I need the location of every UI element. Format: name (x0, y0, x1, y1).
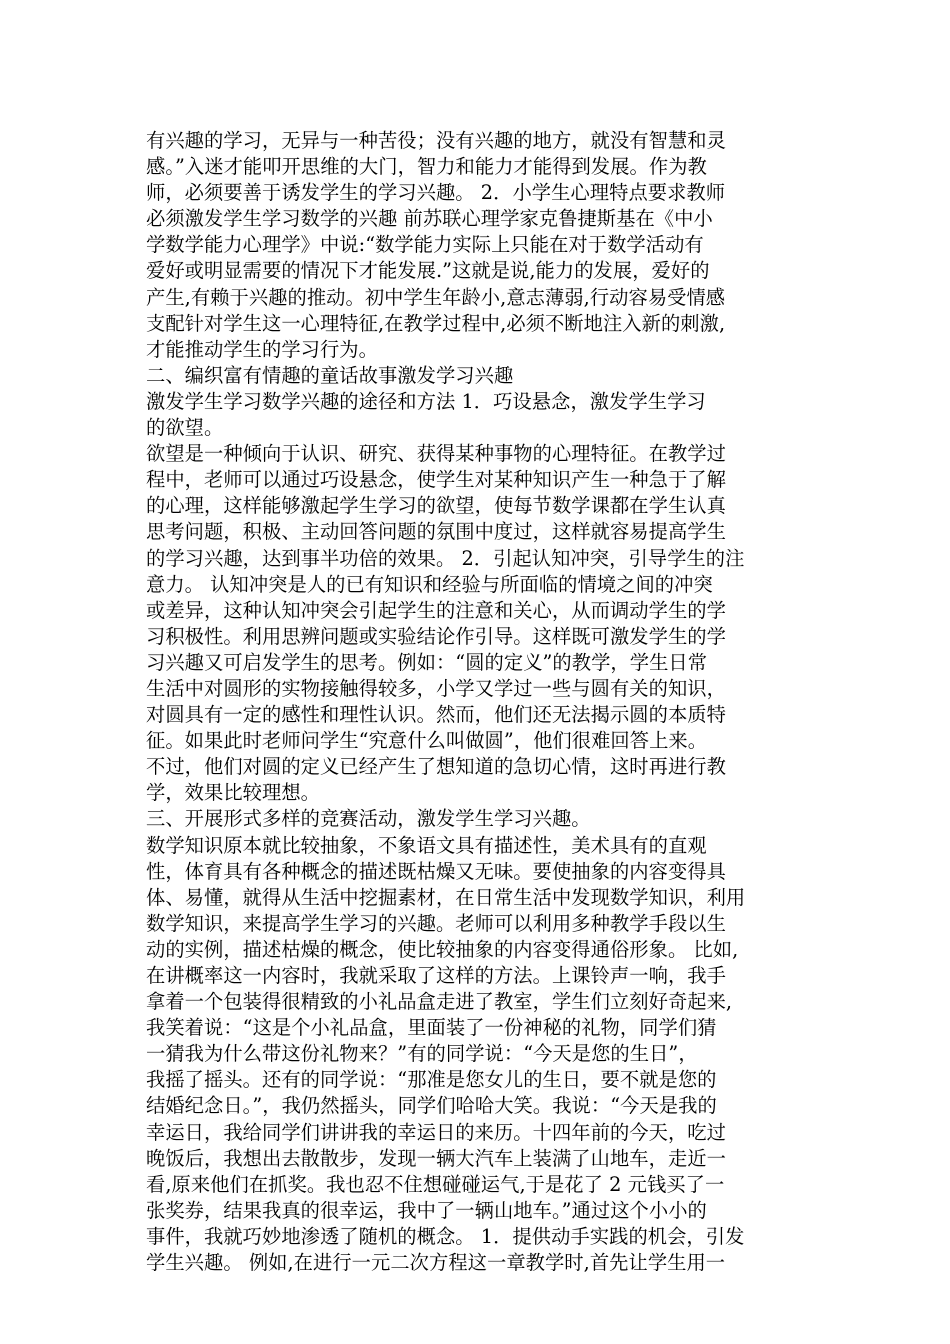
text-line: 数学知识原本就比较抽象，不象语文具有描述性，美术具有的直观 (146, 833, 707, 857)
text-line: 我笑着说：“这是个小礼品盒，里面装了一份神秘的礼物，同学们猜 (146, 1016, 717, 1040)
text-line: 感。”入迷才能叩开思维的大门，智力和能力才能得到发展。作为教 (146, 155, 707, 179)
text-line: 学，效果比较理想。 (146, 781, 320, 805)
text-line: 对圆具有一定的感性和理性认识。然而，他们还无法揭示圆的本质特 (146, 703, 726, 727)
text-line: 一猜我为什么带这份礼物来？”有的同学说：“今天是您的生日”， (146, 1042, 698, 1066)
text-line: 习兴趣又可启发学生的思考。例如：“圆的定义”的教学，学生日常 (146, 650, 708, 674)
text-line: 师，必须要善于诱发学生的学习兴趣。 2．小学生心理特点要求教师 (146, 181, 726, 205)
text-line: 动的实例，描述枯燥的概念，使比较抽象的内容变得通俗形象。 比如, (146, 937, 739, 961)
text-line: 体、易懂，就得从生活中挖掘素材，在日常生活中发现数学知识，利用 (146, 885, 746, 909)
text-line: 支配针对学生这一心理特征,在教学过程中,必须不断地注入新的刺激, (146, 311, 726, 335)
text-line: 三、开展形式多样的竞赛活动，激发学生学习兴趣。 (146, 807, 591, 831)
text-line: 看,原来他们在抓奖。我也忍不住想碰碰运气,于是花了 2 元钱买了一 (146, 1172, 725, 1196)
text-line: 我摇了摇头。还有的同学说：“那准是您女儿的生日，要不就是您的 (146, 1068, 717, 1092)
text-line: 拿着一个包装得很精致的小礼品盒走进了教室，学生们立刻好奇起来, (146, 990, 733, 1014)
text-line: 晚饭后，我想出去散散步，发现一辆大汽车上装满了山地车，走近一 (146, 1146, 726, 1170)
text-line: 不过，他们对圆的定义已经产生了想知道的急切心情，这时再进行教 (146, 755, 726, 779)
text-line: 在讲概率这一内容时，我就采取了这样的方法。上课铃声一响，我手 (146, 964, 726, 987)
text-line: 有兴趣的学习，无异与一种苦役；没有兴趣的地方，就没有智慧和灵 (146, 129, 726, 152)
text-line: 学数学能力心理学》中说:“数学能力实际上只能在对于数学活动有 (146, 233, 704, 257)
text-line: 的心理，这样能够激起学生学习的欲望，使每节数学课都在学生认真 (146, 494, 726, 518)
text-line: 征。如果此时老师问学生“究意什么叫做圆”，他们很难回答上来。 (146, 729, 708, 753)
text-line: 才能推动学生的学习行为。 (146, 337, 378, 361)
text-line: 数学知识，来提高学生学习的兴趣。老师可以利用多种教学手段以生 (146, 911, 726, 935)
text-line: 思考问题，积极、主动回答问题的氛围中度过，这样就容易提高学生 (146, 520, 726, 544)
text-line: 事件，我就巧妙地渗透了随机的概念。 1．提供动手实践的机会，引发 (146, 1224, 745, 1248)
document-body (146, 128, 826, 1276)
text-line: 结婚纪念日。”，我仍然摇头，同学们哈哈大笑。我说：“今天是我的 (146, 1094, 717, 1118)
text-line: 爱好或明显需要的情况下才能发展.”这就是说,能力的发展，爱好的 (146, 259, 710, 283)
text-line: 意力。 认知冲突是人的已有知识和经验与所面临的情境之间的冲突 (146, 572, 713, 596)
text-line: 的学习兴趣，达到事半功倍的效果。 2．引起认知冲突，引导学生的注 (146, 546, 745, 570)
text-line: 的欲望。 (146, 416, 224, 440)
text-line: 习积极性。利用思辨问题或实验结论作引导。这样既可激发学生的学 (146, 624, 726, 648)
text-line: 产生,有赖于兴趣的推动。初中学生年龄小,意志薄弱,行动容易受情感 (146, 285, 726, 309)
text-line: 幸运日，我给同学们讲讲我的幸运日的来历。十四年前的今天，吃过 (146, 1120, 726, 1144)
text-line: 欲望是一种倾向于认识、研究、获得某种事物的心理特征。在教学过 (146, 442, 726, 466)
text-line: 必须激发学生学习数学的兴趣 前苏联心理学家克鲁捷斯基在《中小 (146, 207, 713, 231)
text-line: 生活中对圆形的实物接触得较多，小学又学过一些与圆有关的知识， (146, 676, 726, 700)
text-line: 性，体育具有各种概念的描述既枯燥又无味。要使抽象的内容变得具 (146, 859, 726, 883)
text-line: 程中，老师可以通过巧设悬念，使学生对某种知识产生一种急于了解 (146, 468, 726, 492)
text-line: 学生兴趣。 例如,在进行一元二次方程这一章教学时,首先让学生用一 (146, 1251, 726, 1275)
text-line: 张奖券，结果我真的很幸运，我中了一辆山地车。”通过这个小小的 (146, 1198, 707, 1222)
text-line: 激发学生学习数学兴趣的途径和方法 1．巧设悬念，激发学生学习 (146, 389, 706, 413)
text-line: 或差异，这种认知冲突会引起学生的注意和关心，从而调动学生的学 (146, 598, 726, 622)
text-line: 二、编织富有情趣的童话故事激发学习兴趣 (146, 363, 514, 387)
